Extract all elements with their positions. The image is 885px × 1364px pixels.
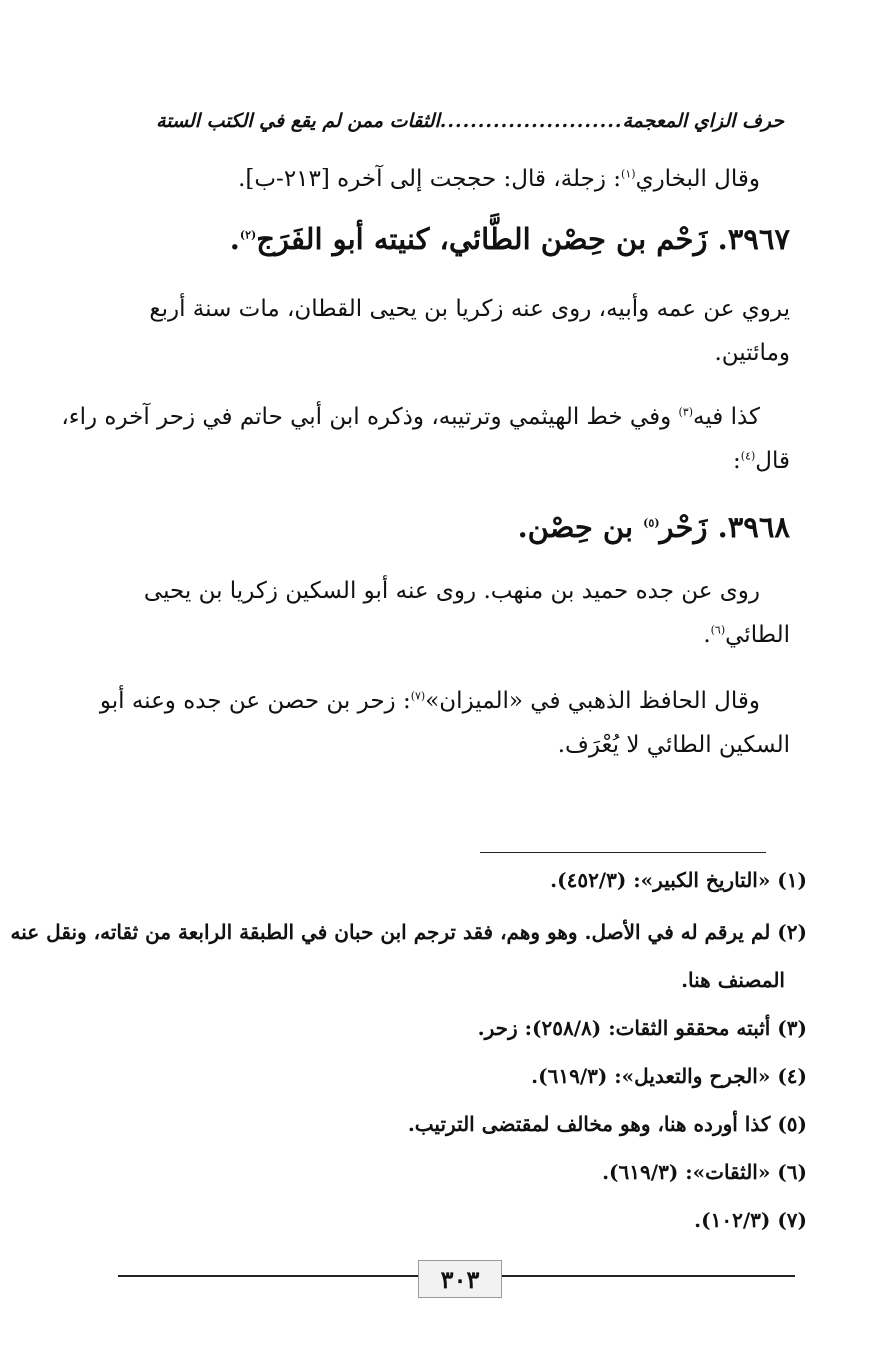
footnote-ref: (٥) <box>643 516 660 530</box>
paragraph-line: روى عن جده حميد بن منهب. روى عنه أبو السكين زكريا بن يحيى <box>143 578 760 604</box>
book-title: الثقات ممن لم يقع في الكتب الستة <box>156 110 440 132</box>
paragraph-line: السكين الطائي لا يُعْرَف. <box>557 732 790 758</box>
paragraph-line: ومائتين. <box>714 340 790 366</box>
paragraph-line: كذا فيه$^{(٣)}$ وفي خط الهيثمي وترتيبه، وذكره ابن أبي حاتم في زحر آخره راء، <box>61 404 760 430</box>
running-header <box>118 104 784 138</box>
entry-heading-3968: ٣٩٦٨. زَحْر$^{(٥)}$ بن حِصْن. <box>517 510 790 544</box>
footnote-6: (٦) «الثقات»: (٦١٩/٣). <box>602 1160 807 1184</box>
header-dots: ........................ <box>439 110 623 132</box>
footnote-ref: (١) <box>621 167 636 181</box>
footnote-ref: (٢) <box>239 228 257 242</box>
footnote-2: (٢) لم يرقم له في الأصل. وهو وهم، فقد ترجم ابن حبان في الطبقة الرابعة من ثقاته، ونقل عنه <box>10 920 807 944</box>
footnote-5: (٥) كذا أورده هنا، وهو مخالف لمقتضى الترتيب. <box>407 1112 807 1136</box>
footnote-separator <box>480 852 766 853</box>
entry-number: ٣٩٦٨. <box>717 510 790 544</box>
entry-number: ٣٩٦٧. <box>717 222 790 256</box>
footer-line-right <box>500 1275 795 1277</box>
paragraph-line: الطائي$^{(٦)}$. <box>703 622 790 648</box>
footnote-3: (٣) أثبته محققو الثقات: (٢٥٨/٨): زحر. <box>477 1016 807 1040</box>
footnote-1: (١) «التاريخ الكبير»: (٤٥٢/٣). <box>550 868 807 892</box>
paragraph-line: يروي عن عمه وأبيه، روى عنه زكريا بن يحيى القطان، مات سنة أربع <box>149 296 790 322</box>
footnote-2-continued: المصنف هنا. <box>681 968 785 992</box>
footnote-ref: (٤) <box>740 449 756 463</box>
footer-line-left <box>118 1275 418 1277</box>
bukhari-quote: وقال البخاري$^{(١)}$: زجلة، قال: حججت إلى آخره [٢١٣-ب]. <box>238 166 760 192</box>
footnote-ref: (٦) <box>710 623 726 637</box>
footnote-7: (٧) (١٠٢/٣). <box>694 1208 807 1232</box>
footnote-4: (٤) «الجرح والتعديل»: (٦١٩/٣). <box>531 1064 807 1088</box>
footnote-ref: (٧) <box>410 689 426 703</box>
entry-heading-3967: ٣٩٦٧. زَحْم بن حِصْن الطَّائي، كنيته أبو الفَرَج$^{(٢)}$. <box>229 222 790 256</box>
footnote-ref: (٣) <box>678 405 693 419</box>
chapter-title: حرف الزاي المعجمة <box>622 110 784 132</box>
paragraph-line: وقال الحافظ الذهبي في «الميزان»$^{(٧)}$: زحر بن حصن عن جده وعنه أبو <box>99 688 760 714</box>
page-number: ٣٠٣ <box>418 1260 502 1298</box>
paragraph-line: قال$^{(٤)}$: <box>733 448 790 474</box>
